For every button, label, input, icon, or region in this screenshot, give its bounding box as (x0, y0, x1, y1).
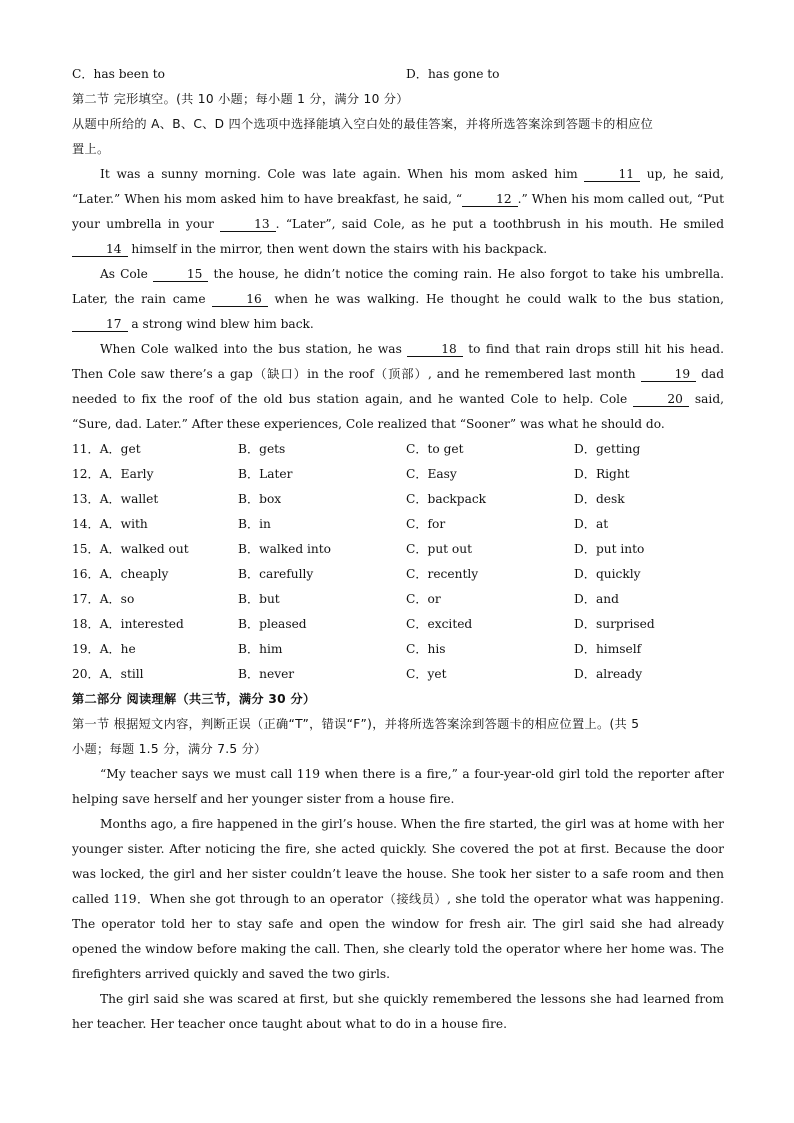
option-c: C．or (406, 592, 441, 606)
option-d: D．getting (574, 442, 641, 456)
option-d: D．surprised (574, 617, 655, 631)
option-c: C．Easy (406, 467, 457, 481)
option-a: 14．A．with (72, 517, 148, 531)
option-row-12 (72, 462, 724, 487)
blank-12: 12 (462, 192, 518, 207)
cloze-paragraph-2: As Cole 15 the house, he didn’t notice the coming rain. He also forgot to take his umbrella. Later, the rain came 16 when he was walking. He thought he could walk to the bus station, 17 a strong wind blew him back. (72, 267, 724, 331)
option-row-11 (72, 437, 724, 462)
option-c: C．for (406, 517, 446, 531)
option-a: 13．A．wallet (72, 492, 159, 506)
option-b: B．in (238, 517, 271, 531)
option-a: 20．A．still (72, 667, 144, 681)
section-2-title: 第二节 完形填空。(共 10 小题；每小题 1 分，满分 10 分） (72, 92, 409, 106)
option-c: C．yet (406, 667, 447, 681)
blank-16: 16 (212, 292, 268, 307)
option-row-14 (72, 512, 724, 537)
option-b: B．carefully (238, 567, 314, 581)
cloze-paragraph-1: It was a sunny morning. Cole was late again. When his mom asked him 11 up, he said, “Later.” When his mom asked him to have breakfast, he said, “ 12 .” When his mom called out, “Put your umbrella in your 13 . “Later”, said Cole, as he put a toothbrush in his mouth. He smiled 14 himself in the mirror, then went down the stairs with his backpack. (72, 167, 724, 256)
option-b: B．pleased (238, 617, 307, 631)
cloze-paragraph-3: When Cole walked into the bus station, he was 18 to find that rain drops still hit his head. Then Cole saw there’s a gap（缺口）in the roof（顶部）, and he remembered last month 19 dad needed to fix the roof of the old bus station again, and he wanted Cole to help. Cole 20 said, “Sure, dad. Later.” After these experiences, Cole realized that “Sooner” was what he should do. (72, 342, 724, 431)
option-row-20 (72, 662, 724, 687)
option-a: 19．A．he (72, 642, 136, 656)
part-2-title: 第二部分 阅读理解（共三节，满分 30 分） (72, 692, 316, 706)
blank-17: 17 (72, 317, 128, 332)
section-2-instruction-line2: 置上。 (72, 142, 110, 156)
option-b: B．him (238, 642, 283, 656)
option-b: B．walked into (238, 542, 331, 556)
option-row-17 (72, 587, 724, 612)
option-d: D．desk (574, 492, 625, 506)
blank-11: 11 (584, 167, 640, 182)
blank-15: 15 (153, 267, 209, 282)
option-a: 11．A．get (72, 442, 141, 456)
reading-paragraph-2: Months ago, a fire happened in the girl’s house. When the fire started, the girl was at home with her younger sister. After noticing the fire, she acted quickly. She covered the pot at first. Because the door was locked, the girl and her sister couldn’t leave the house. She took her sister to a safe room and then called 119．When she got through to an operator（接线员）, she told the operator what was happening. The operator told her to stay safe and open the window for fresh air. The girl said she had already opened the window before making the call. Then, she clearly told the operator where her home was. The firefighters arrived quickly and saved the two girls. (72, 817, 724, 981)
option-b: B．never (238, 667, 295, 681)
part-2-section-1-instruction-line2: 小题；每题 1.5 分，满分 7.5 分） (72, 742, 267, 756)
section-2-instruction-line1: 从题中所给的 A、B、C、D 四个选项中选择能填入空白处的最佳答案，并将所选答案涂到答题卡的相应位 (72, 117, 654, 131)
blank-19: 19 (641, 367, 697, 382)
option-b: B．gets (238, 442, 286, 456)
option-d: D．quickly (574, 567, 641, 581)
option-a: 12．A．Early (72, 467, 154, 481)
option-d: D．already (574, 667, 643, 681)
option-c: C．his (406, 642, 446, 656)
options-list (72, 437, 724, 687)
option-row-13 (72, 487, 724, 512)
blank-13: 13 (220, 217, 276, 232)
option-b: B．but (238, 592, 280, 606)
option-c: C．has been to (72, 67, 165, 81)
option-row-19 (72, 637, 724, 662)
reading-paragraph-3: The girl said she was scared at first, but she quickly remembered the lessons she had learned from her teacher. Her teacher once taught about what to do in a house fire. (72, 992, 724, 1031)
option-row-18 (72, 612, 724, 637)
option-d: D．himself (574, 642, 642, 656)
option-b: B．Later (238, 467, 293, 481)
option-row-16 (72, 562, 724, 587)
option-a: 16．A．cheaply (72, 567, 169, 581)
blank-20: 20 (633, 392, 689, 407)
option-c: C．backpack (406, 492, 487, 506)
blank-18: 18 (407, 342, 463, 357)
option-c: C．put out (406, 542, 473, 556)
option-d: D．has gone to (406, 67, 500, 81)
option-b: B．box (238, 492, 282, 506)
reading-paragraph-1: “My teacher says we must call 119 when there is a fire,” a four-year-old girl told the reporter after helping save herself and her younger sister from a house fire. (72, 767, 724, 806)
option-row-15 (72, 537, 724, 562)
option-d: D．put into (574, 542, 645, 556)
option-d: D．and (574, 592, 619, 606)
option-a: 18．A．interested (72, 617, 184, 631)
option-c: C．to get (406, 442, 464, 456)
question-10-options (72, 62, 724, 87)
option-a: 15．A．walked out (72, 542, 189, 556)
option-d: D．at (574, 517, 609, 531)
blank-14: 14 (72, 242, 128, 257)
option-c: C．excited (406, 617, 473, 631)
exam-page (72, 62, 724, 1037)
option-a: 17．A．so (72, 592, 135, 606)
option-c: C．recently (406, 567, 479, 581)
part-2-section-1-instruction-line1: 第一节 根据短文内容，判断正误（正确“T”，错误“F”)，并将所选答案涂到答题卡的相应位置上。(共 5 (72, 717, 640, 731)
option-d: D．Right (574, 467, 630, 481)
